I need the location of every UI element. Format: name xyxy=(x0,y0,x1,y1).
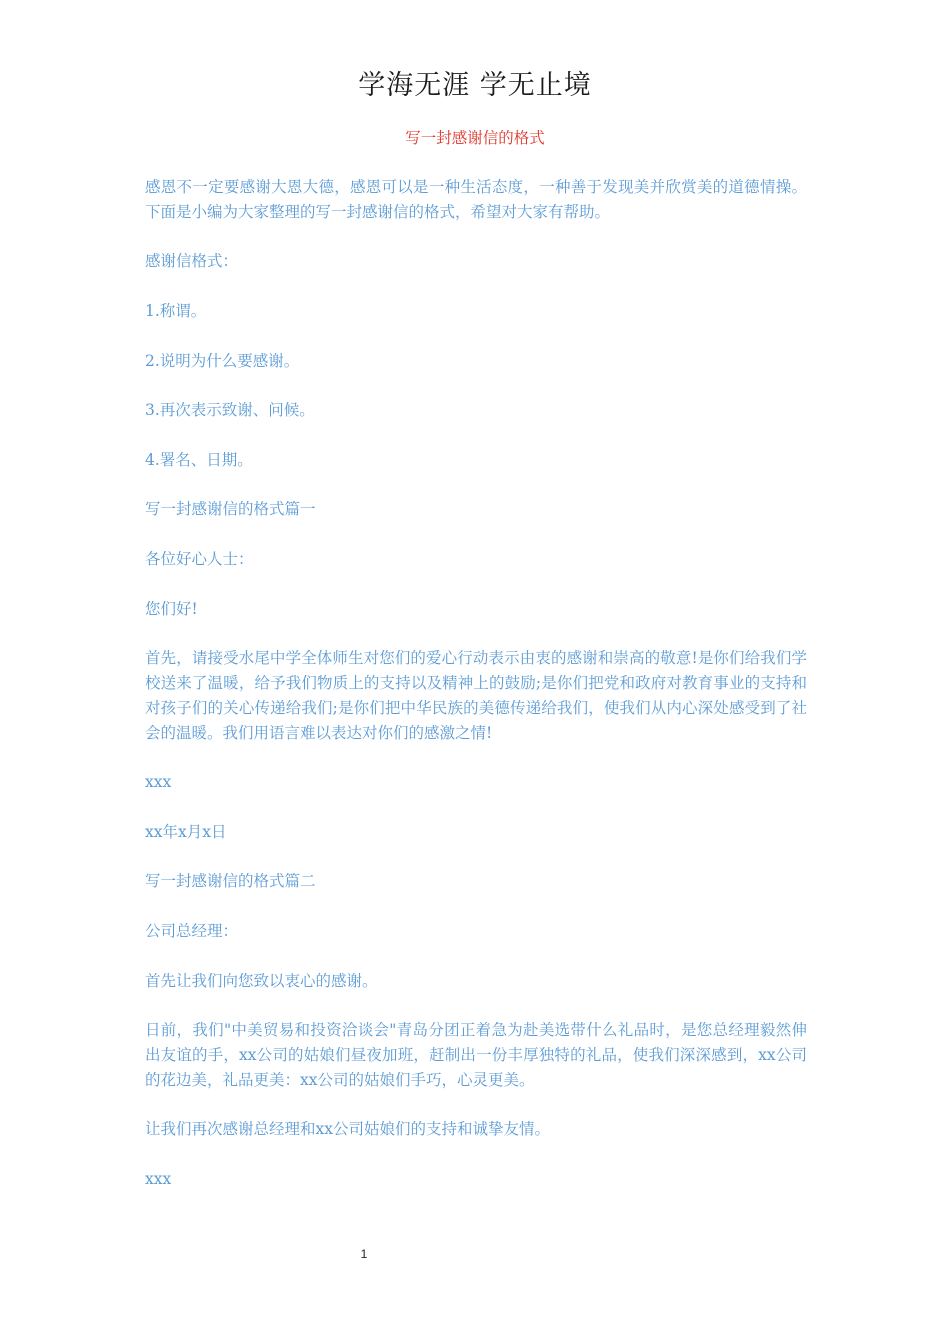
letter-body-1: 首先，请接受水尾中学全体师生对您们的爱心行动表示由衷的感谢和崇高的敬意!是你们给我们学校送来了温暖，给予我们物质上的支持以及精神上的鼓励;是你们把党和政府对教育事业的支持和对孩子们的关心传递给我们;是你们把中华民族的美德传递给我们，使我们从内心深处感受到了社会的温暖。我们用语言难以表达对你们的感激之情! xyxy=(145,649,807,742)
document-title: 写一封感谢信的格式 xyxy=(405,129,545,147)
paragraph-format-item-3: 3.再次表示致谢、问候。 xyxy=(145,401,315,420)
letter-closing-2: 让我们再次感谢总经理和xx公司姑娘们的支持和诚挚友情。 xyxy=(145,1120,550,1139)
page-number: 1 xyxy=(360,1247,368,1261)
signature-2: xxx xyxy=(145,1169,172,1188)
section-heading-2: 写一封感谢信的格式篇二 xyxy=(145,872,316,891)
letter-body-2: 日前，我们"中美贸易和投资洽谈会"青岛分团正着急为赴美选带什么礼品时，是您总经理毅然伸出友谊的手，xx公司的姑娘们昼夜加班，赶制出一份丰厚独特的礼品，使我们深深感到，xx公司的花边美，礼品更美：xx公司的姑娘们手巧，心灵更美。 xyxy=(145,1021,807,1089)
greeting-1: 您们好! xyxy=(145,599,198,618)
salutation-2: 公司总经理： xyxy=(145,921,239,940)
paragraph-format-heading: 感谢信格式： xyxy=(145,252,239,271)
letter-opening-2: 首先让我们向您致以衷心的感谢。 xyxy=(145,971,378,990)
date-1: xx年x月x日 xyxy=(145,822,227,841)
paragraph-format-item-2: 2.说明为什么要感谢。 xyxy=(145,351,300,370)
paragraph-format-item-4: 4.署名、日期。 xyxy=(145,450,253,469)
document-body xyxy=(145,175,807,1216)
signature-1: xxx xyxy=(145,773,172,792)
section-heading-1: 写一封感谢信的格式篇一 xyxy=(145,500,316,519)
paragraph-intro: 感恩不一定要感谢大恩大德，感恩可以是一种生活态度，一种善于发现美并欣赏美的道德情操。下面是小编为大家整理的写一封感谢信的格式，希望对大家有帮助。 xyxy=(145,178,807,221)
salutation-1: 各位好心人士： xyxy=(145,549,254,568)
paragraph-format-item-1: 1.称谓。 xyxy=(145,301,207,320)
page-header-title: 学海无涯 学无止境 xyxy=(358,70,592,101)
